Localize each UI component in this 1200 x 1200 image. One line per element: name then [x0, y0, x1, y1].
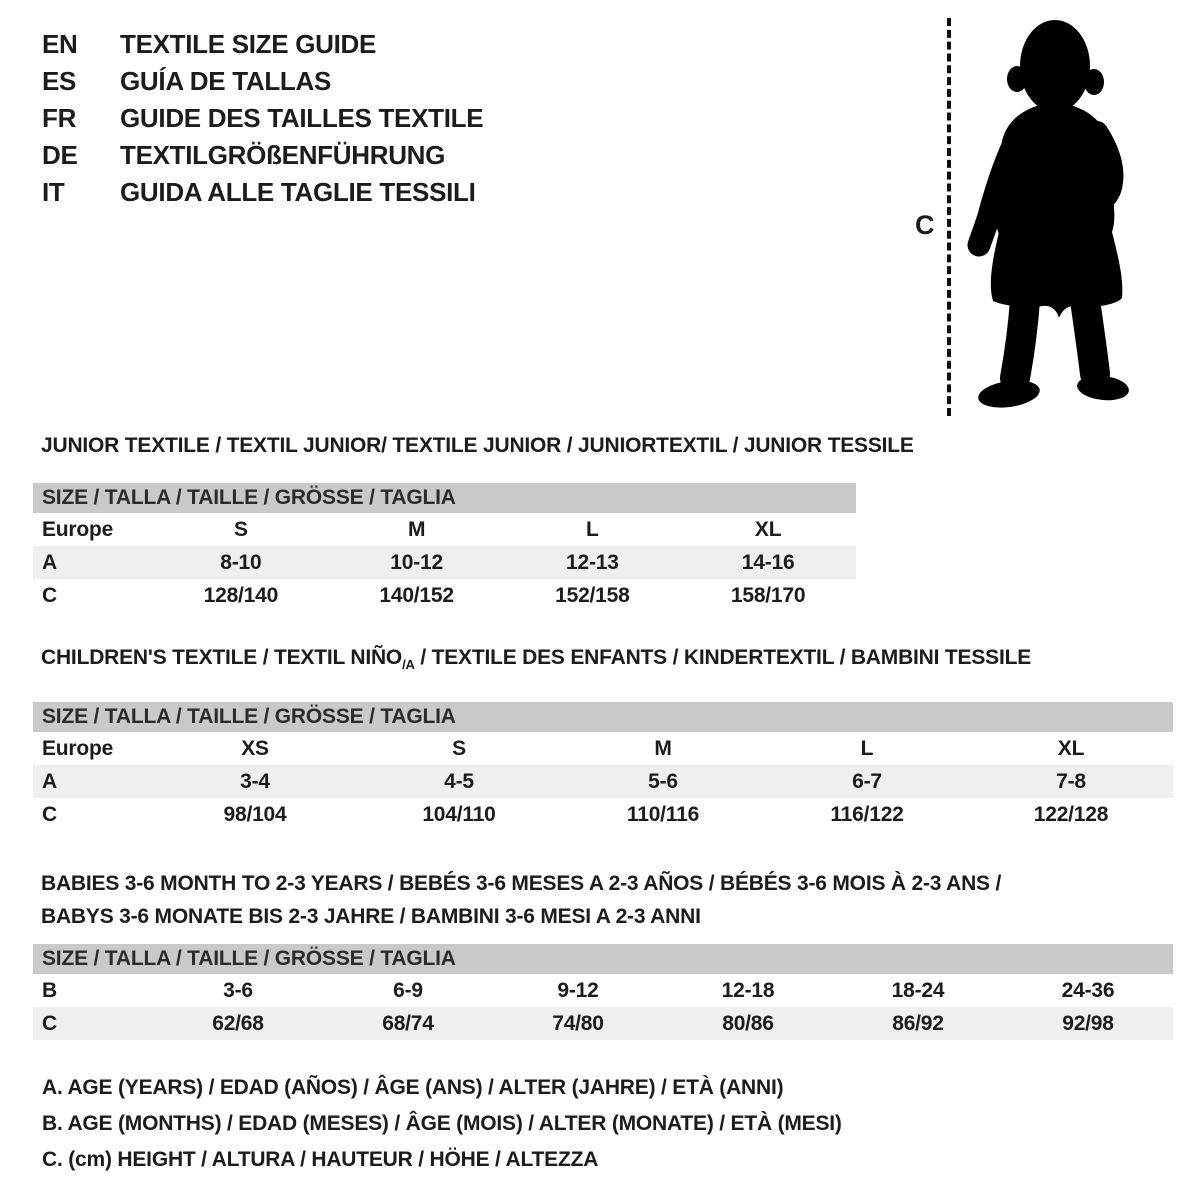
- table-cell: 14-16: [741, 550, 795, 574]
- footnotes: [42, 1070, 842, 1178]
- table-cell: 8-10: [220, 550, 262, 574]
- table-cell: 5-6: [648, 769, 678, 793]
- table-cell: 92/98: [1062, 1011, 1114, 1035]
- size-section: [33, 646, 1173, 831]
- guide-title: GUÍA DE TALLAS: [120, 66, 332, 96]
- table-cell: 98/104: [223, 802, 287, 826]
- row-label: C: [42, 1011, 57, 1035]
- table-cell: S: [233, 517, 248, 541]
- language-row: [42, 174, 483, 211]
- guide-title: TEXTILGRÖßENFÜHRUNG: [120, 140, 446, 170]
- table-cell: 158/170: [730, 583, 806, 607]
- language-row: [42, 63, 483, 100]
- table-cell: 24-36: [1061, 978, 1115, 1002]
- table-cell: XS: [241, 736, 269, 760]
- language-code: ES: [42, 66, 77, 96]
- row-label: Europe: [42, 517, 114, 541]
- table-row: [33, 513, 856, 546]
- section-title-part: / TEXTILE DES ENFANTS / KINDERTEXTIL / BAMBINI TESSILE: [414, 646, 1032, 669]
- table-cell: 110/116: [626, 802, 700, 826]
- height-dashed-line: [947, 18, 951, 416]
- language-title-list: [42, 26, 483, 211]
- row-label: Europe: [42, 736, 114, 760]
- table-row: [33, 732, 1173, 765]
- table-cell: L: [860, 736, 874, 760]
- table-cell: 7-8: [1056, 769, 1086, 793]
- table-cell: 86/92: [892, 1011, 944, 1035]
- language-code: FR: [42, 103, 77, 133]
- table-cell: M: [407, 517, 426, 541]
- table-cell: 4-5: [444, 769, 474, 793]
- row-label: B: [42, 978, 57, 1002]
- table-cell: 6-7: [852, 769, 882, 793]
- size-table: [33, 483, 856, 612]
- size-section: [33, 867, 1173, 1040]
- footnote: C. (cm) HEIGHT / ALTURA / HAUTEUR / HÖHE / ALTEZZA: [42, 1148, 599, 1171]
- size-table-header: SIZE / TALLA / TAILLE / GRÖSSE / TAGLIA: [33, 483, 856, 513]
- table-row: [33, 798, 1173, 831]
- table-cell: 3-4: [240, 769, 270, 793]
- size-sections: [33, 434, 1173, 1040]
- table-cell: 122/128: [1033, 802, 1109, 826]
- table-cell: S: [452, 736, 466, 760]
- language-row: [42, 137, 483, 174]
- section-title-part: /A: [402, 657, 415, 673]
- table-row: [33, 546, 856, 579]
- size-table-header: SIZE / TALLA / TAILLE / GRÖSSE / TAGLIA: [33, 944, 1173, 974]
- table-cell: 74/80: [552, 1011, 604, 1035]
- section-title: BABIES 3-6 MONTH TO 2-3 YEARS / BEBÉS 3-6 MESES A 2-3 AÑOS / BÉBÉS 3-6 MOIS À 2-3 ANS / BABYS 3-6 MONATE BIS 2-3 JAHRE / BAMBINI 3-6 MESI A 2-3 ANNI: [41, 872, 1002, 929]
- row-label: A: [42, 769, 57, 793]
- table-cell: 18-24: [891, 978, 945, 1002]
- size-table-header: SIZE / TALLA / TAILLE / GRÖSSE / TAGLIA: [33, 702, 1173, 732]
- table-cell: 128/140: [203, 583, 279, 607]
- table-cell: 9-12: [557, 978, 599, 1002]
- table-row: [33, 579, 856, 612]
- table-cell: 10-12: [390, 550, 443, 574]
- table-cell: 140/152: [379, 583, 454, 607]
- table-cell: L: [586, 517, 599, 541]
- section-title: JUNIOR TEXTILE / TEXTIL JUNIOR/ TEXTILE JUNIOR / JUNIORTEXTIL / JUNIOR TESSILE: [41, 434, 914, 457]
- language-code: DE: [42, 140, 78, 170]
- section-title-part: CHILDREN'S TEXTILE / TEXTIL NIÑO: [41, 646, 403, 669]
- height-measure-figure: [905, 14, 1155, 422]
- table-row: [33, 974, 1173, 1007]
- footnote: B. AGE (MONTHS) / EDAD (MESES) / ÂGE (MOIS) / ALTER (MONATE) / ETÀ (MESI): [42, 1112, 842, 1135]
- table-cell: 12-13: [566, 550, 619, 574]
- row-label: C: [42, 583, 57, 607]
- table-cell: 62/68: [212, 1011, 264, 1035]
- guide-title: GUIDA ALLE TAGLIE TESSILI: [120, 177, 476, 207]
- language-row: [42, 26, 483, 63]
- table-cell: XL: [754, 517, 782, 541]
- table-cell: 104/110: [422, 802, 496, 826]
- table-cell: 3-6: [223, 978, 253, 1002]
- row-label: A: [42, 550, 57, 574]
- language-row: [42, 100, 483, 137]
- footnote: A. AGE (YEARS) / EDAD (AÑOS) / ÂGE (ANS) / ALTER (JAHRE) / ETÀ (ANNI): [42, 1076, 784, 1099]
- table-cell: 6-9: [393, 978, 423, 1002]
- language-code: IT: [42, 177, 65, 207]
- language-code: EN: [42, 29, 78, 59]
- table-row: [33, 1007, 1173, 1040]
- table-cell: 80/86: [722, 1011, 774, 1035]
- size-section: [33, 434, 1173, 612]
- toddler-silhouette-icon: [967, 16, 1137, 416]
- table-cell: 116/122: [830, 802, 904, 826]
- table-cell: 152/158: [555, 583, 630, 607]
- size-table: [33, 944, 1173, 1040]
- guide-title: TEXTILE SIZE GUIDE: [120, 29, 377, 59]
- table-cell: XL: [1057, 736, 1085, 760]
- row-label: C: [42, 802, 57, 826]
- table-cell: 68/74: [382, 1011, 434, 1035]
- table-cell: M: [654, 736, 672, 760]
- table-cell: 12-18: [721, 978, 775, 1002]
- table-row: [33, 765, 1173, 798]
- height-dimension-label: C: [915, 210, 935, 240]
- section-title: [41, 646, 1173, 676]
- size-table: [33, 702, 1173, 831]
- guide-title: GUIDE DES TAILLES TEXTILE: [120, 103, 484, 133]
